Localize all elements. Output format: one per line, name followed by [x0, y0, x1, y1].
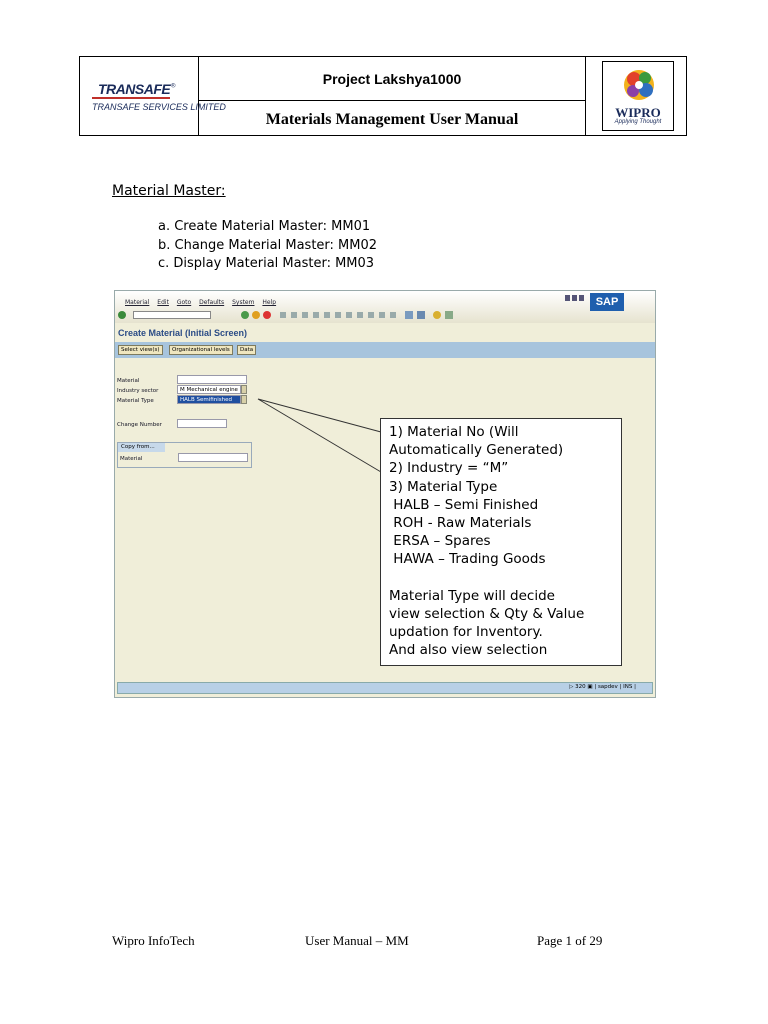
list-item: b. Change Material Master: MM02: [158, 237, 378, 253]
sap-screen-title: Create Material (Initial Screen): [118, 328, 248, 338]
menu-goto[interactable]: Goto: [176, 299, 192, 306]
list-item: c. Display Material Master: MM03: [158, 256, 375, 271]
callout-line: 2) Industry = “M”: [389, 460, 509, 477]
industry-sector-label: Industry sector: [117, 388, 159, 394]
status-system: sapdev: [597, 684, 618, 690]
material-label: Material: [117, 378, 140, 384]
callout-box: [380, 418, 622, 666]
list-item: a. Create Material Master: MM01: [158, 219, 371, 234]
wipro-logo-name: WIPRO: [615, 105, 661, 120]
select-views-button[interactable]: Select view(s): [118, 345, 163, 355]
sap-logo: SAP: [590, 293, 624, 311]
callout-spacer: [389, 569, 613, 587]
menu-edit[interactable]: Edit: [157, 299, 169, 306]
callout-line: HALB – Semi Finished: [389, 496, 539, 513]
callout-line: HAWA – Trading Goods: [389, 551, 546, 568]
registered-mark: ®: [170, 82, 177, 90]
status-mode: INS: [623, 684, 633, 690]
transafe-logo-tagline: TRANSAFE SERVICES LIMITED: [92, 102, 226, 112]
callout-line: ERSA – Spares: [389, 533, 491, 550]
callout-line: 1) Material No (Will: [389, 424, 519, 440]
menu-system[interactable]: System: [232, 299, 255, 306]
status-info: ▷ 320 ▣ | sapdev | INS |: [569, 684, 636, 690]
footer-page-number: Page 1 of 29: [537, 933, 603, 948]
data-button[interactable]: Data: [237, 345, 256, 355]
transafe-logo-name: TRANSAFE: [92, 82, 170, 99]
menu-material[interactable]: Material: [125, 299, 150, 306]
copy-from-tab: Copy from...: [118, 443, 165, 452]
section-title: Material Master:: [112, 183, 226, 199]
organizational-levels-button[interactable]: Organizational levels: [169, 345, 233, 355]
callout-line: Material Type will decide: [389, 587, 555, 604]
project-title: Project Lakshya1000: [322, 71, 462, 87]
copy-material-label: Material: [120, 456, 143, 462]
callout-line: And also view selection: [389, 642, 548, 659]
change-number-label: Change Number: [117, 422, 162, 428]
status-client: 320: [575, 684, 586, 690]
callout-line: 3) Material Type: [389, 478, 498, 495]
callout-line: ROH - Raw Materials: [389, 515, 532, 532]
manual-title: Materials Management User Manual: [265, 111, 519, 128]
footer-center: User Manual – MM: [305, 933, 409, 948]
material-type-select[interactable]: HALB Semifinished: [177, 395, 241, 404]
wipro-logo-tagline: Applying Thought: [614, 119, 662, 125]
menu-defaults[interactable]: Defaults: [199, 299, 225, 306]
material-type-label: Material Type: [117, 398, 154, 404]
callout-line: view selection & Qty & Value: [389, 605, 585, 622]
callout-line: updation for Inventory.: [389, 624, 543, 641]
callout-line: Automatically Generated): [389, 442, 564, 459]
footer-left: Wipro InfoTech: [112, 933, 195, 948]
industry-sector-select[interactable]: M Mechanical engine: [177, 385, 241, 394]
menu-help[interactable]: Help: [262, 299, 277, 306]
